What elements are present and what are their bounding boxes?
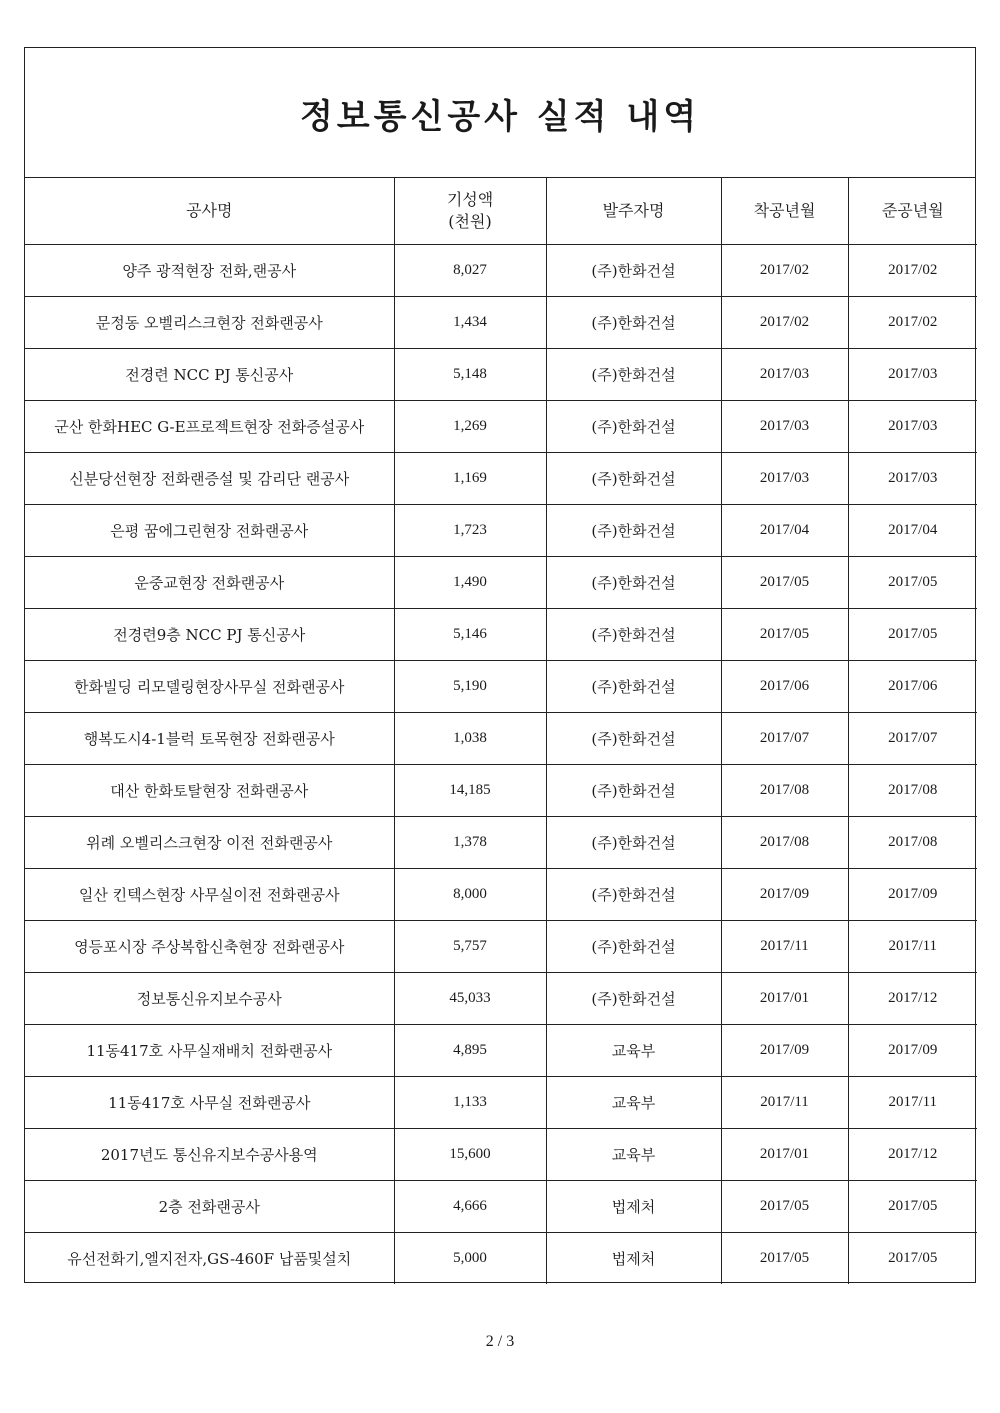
- cell-end-date: 2017/02: [848, 245, 977, 297]
- cell-end-date: 2017/12: [848, 973, 977, 1025]
- cell-client: (주)한화건설: [546, 817, 721, 869]
- table-row: [25, 1025, 977, 1077]
- table-row: [25, 557, 977, 609]
- cell-project-name: 일산 킨텍스현장 사무실이전 전화랜공사: [25, 869, 394, 921]
- cell-amount: 5,146: [394, 609, 546, 661]
- cell-amount: 4,666: [394, 1181, 546, 1233]
- cell-start-date: 2017/05: [721, 557, 848, 609]
- cell-amount: 45,033: [394, 973, 546, 1025]
- cell-project-name: 유선전화기,엘지전자,GS-460F 납품및설치: [25, 1233, 394, 1285]
- cell-amount: 5,190: [394, 661, 546, 713]
- cell-end-date: 2017/08: [848, 817, 977, 869]
- cell-amount: 5,757: [394, 921, 546, 973]
- cell-client: (주)한화건설: [546, 401, 721, 453]
- cell-client: (주)한화건설: [546, 349, 721, 401]
- cell-project-name: 행복도시4-1블럭 토목현장 전화랜공사: [25, 713, 394, 765]
- cell-client: (주)한화건설: [546, 557, 721, 609]
- cell-client: (주)한화건설: [546, 921, 721, 973]
- cell-amount: 1,723: [394, 505, 546, 557]
- cell-project-name: 한화빌딩 리모델링현장사무실 전화랜공사: [25, 661, 394, 713]
- table-row: [25, 297, 977, 349]
- cell-project-name: 2017년도 통신유지보수공사용역: [25, 1129, 394, 1181]
- cell-start-date: 2017/07: [721, 713, 848, 765]
- title-box: [25, 48, 975, 178]
- cell-client: 법제처: [546, 1181, 721, 1233]
- cell-project-name: 대산 한화토탈현장 전화랜공사: [25, 765, 394, 817]
- cell-end-date: 2017/03: [848, 453, 977, 505]
- cell-start-date: 2017/08: [721, 765, 848, 817]
- cell-amount: 1,038: [394, 713, 546, 765]
- document-frame: [24, 47, 976, 1283]
- cell-start-date: 2017/05: [721, 609, 848, 661]
- cell-project-name: 운중교현장 전화랜공사: [25, 557, 394, 609]
- cell-amount: 1,169: [394, 453, 546, 505]
- cell-end-date: 2017/06: [848, 661, 977, 713]
- cell-end-date: 2017/09: [848, 1025, 977, 1077]
- cell-client: (주)한화건설: [546, 609, 721, 661]
- column-header-amount-label: 기성액: [446, 190, 494, 209]
- column-header-amount: [394, 178, 546, 245]
- cell-project-name: 영등포시장 주상복합신축현장 전화랜공사: [25, 921, 394, 973]
- cell-start-date: 2017/11: [721, 1077, 848, 1129]
- cell-amount: 5,000: [394, 1233, 546, 1285]
- cell-end-date: 2017/05: [848, 609, 977, 661]
- cell-client: (주)한화건설: [546, 869, 721, 921]
- cell-amount: 1,490: [394, 557, 546, 609]
- cell-start-date: 2017/03: [721, 453, 848, 505]
- cell-client: (주)한화건설: [546, 297, 721, 349]
- cell-end-date: 2017/04: [848, 505, 977, 557]
- cell-client: 교육부: [546, 1025, 721, 1077]
- cell-project-name: 정보통신유지보수공사: [25, 973, 394, 1025]
- cell-project-name: 양주 광적현장 전화,랜공사: [25, 245, 394, 297]
- cell-client: 법제처: [546, 1233, 721, 1285]
- cell-start-date: 2017/02: [721, 245, 848, 297]
- cell-end-date: 2017/05: [888, 1250, 938, 1266]
- column-header-amount-unit: (천원): [448, 212, 492, 231]
- table-row: [25, 661, 977, 713]
- cell-project-name: 은평 꿈에그린현장 전화랜공사: [25, 505, 394, 557]
- table-row: [25, 609, 977, 661]
- cell-amount: 8,000: [394, 869, 546, 921]
- table-row: [25, 349, 977, 401]
- cell-start-date: 2017/08: [721, 817, 848, 869]
- cell-project-name: 11동417호 사무실재배치 전화랜공사: [25, 1025, 394, 1077]
- cell-end-date: 2017/09: [848, 869, 977, 921]
- cell-end-date: 2017/05: [848, 1181, 977, 1233]
- cell-start-date: 2017/11: [721, 921, 848, 973]
- cell-start-date: 2017/06: [721, 661, 848, 713]
- cell-end-date: 2017/11: [848, 921, 977, 973]
- cell-client: (주)한화건설: [546, 661, 721, 713]
- table-row: [25, 505, 977, 557]
- cell-end-date: 2017/02: [848, 297, 977, 349]
- cell-project-name: 군산 한화HEC G-E프로젝트현장 전화증설공사: [25, 401, 394, 453]
- cell-amount: 1,133: [394, 1077, 546, 1129]
- cell-client: (주)한화건설: [546, 245, 721, 297]
- cell-start-date: 2017/01: [721, 1129, 848, 1181]
- cell-client: (주)한화건설: [546, 765, 721, 817]
- column-header-start: 착공년월: [721, 178, 848, 245]
- table-row: [25, 401, 977, 453]
- column-header-end: 준공년월: [848, 178, 977, 245]
- cell-amount: 15,600: [394, 1129, 546, 1181]
- cell-project-name: 위례 오벨리스크현장 이전 전화랜공사: [25, 817, 394, 869]
- table-row: [25, 921, 977, 973]
- cell-project-name: 전경련 NCC PJ 통신공사: [25, 349, 394, 401]
- table-row: [25, 1129, 977, 1181]
- cell-project-name: 11동417호 사무실 전화랜공사: [25, 1077, 394, 1129]
- cell-start-date: 2017/03: [721, 349, 848, 401]
- cell-project-name: 전경련9층 NCC PJ 통신공사: [25, 609, 394, 661]
- records-table: [25, 178, 977, 1284]
- table-row: [25, 765, 977, 817]
- table-row: [25, 869, 977, 921]
- header-row: [25, 178, 977, 245]
- page-title: 정보통신공사 실적 내역: [299, 97, 701, 137]
- cell-amount: 14,185: [394, 765, 546, 817]
- cell-start-date: 2017/05: [721, 1233, 848, 1285]
- cell-start-date: 2017/09: [721, 869, 848, 921]
- cell-client: 교육부: [546, 1077, 721, 1129]
- column-header-name: 공사명: [25, 178, 394, 245]
- cell-amount: 1,269: [394, 401, 546, 453]
- cell-end-date: 2017/12: [848, 1129, 977, 1181]
- cell-end-date: 2017/05: [848, 557, 977, 609]
- cell-amount: 8,027: [394, 245, 546, 297]
- table-row: [25, 1077, 977, 1129]
- cell-amount: 1,434: [394, 297, 546, 349]
- cell-client: (주)한화건설: [546, 973, 721, 1025]
- table-row: [25, 1181, 977, 1233]
- table-row: [25, 1233, 977, 1285]
- cell-client: (주)한화건설: [546, 713, 721, 765]
- cell-start-date: 2017/02: [721, 297, 848, 349]
- cell-amount: 4,895: [394, 1025, 546, 1077]
- cell-project-name: 문정동 오벨리스크현장 전화랜공사: [25, 297, 394, 349]
- cell-end-date: 2017/03: [848, 401, 977, 453]
- cell-client: 교육부: [546, 1129, 721, 1181]
- cell-client: (주)한화건설: [546, 505, 721, 557]
- cell-start-date: 2017/09: [721, 1025, 848, 1077]
- cell-end-date: 2017/08: [848, 765, 977, 817]
- cell-end-date: 2017/11: [848, 1077, 977, 1129]
- cell-amount: 5,148: [394, 349, 546, 401]
- table-row: [25, 245, 977, 297]
- table-row: [25, 817, 977, 869]
- cell-end-date: 2017/03: [848, 349, 977, 401]
- table-row: [25, 713, 977, 765]
- cell-start-date: 2017/03: [721, 401, 848, 453]
- table-row: [25, 973, 977, 1025]
- cell-amount: 1,378: [394, 817, 546, 869]
- cell-start-date: 2017/05: [721, 1181, 848, 1233]
- page-number: 2 / 3: [485, 1333, 515, 1350]
- cell-end-date: 2017/07: [848, 713, 977, 765]
- cell-client: (주)한화건설: [546, 453, 721, 505]
- column-header-client: 발주자명: [546, 178, 721, 245]
- cell-start-date: 2017/04: [721, 505, 848, 557]
- records-body: [25, 245, 977, 1285]
- cell-project-name: 신분당선현장 전화랜증설 및 감리단 랜공사: [25, 453, 394, 505]
- cell-start-date: 2017/01: [721, 973, 848, 1025]
- table-row: [25, 453, 977, 505]
- cell-project-name: 2층 전화랜공사: [25, 1181, 394, 1233]
